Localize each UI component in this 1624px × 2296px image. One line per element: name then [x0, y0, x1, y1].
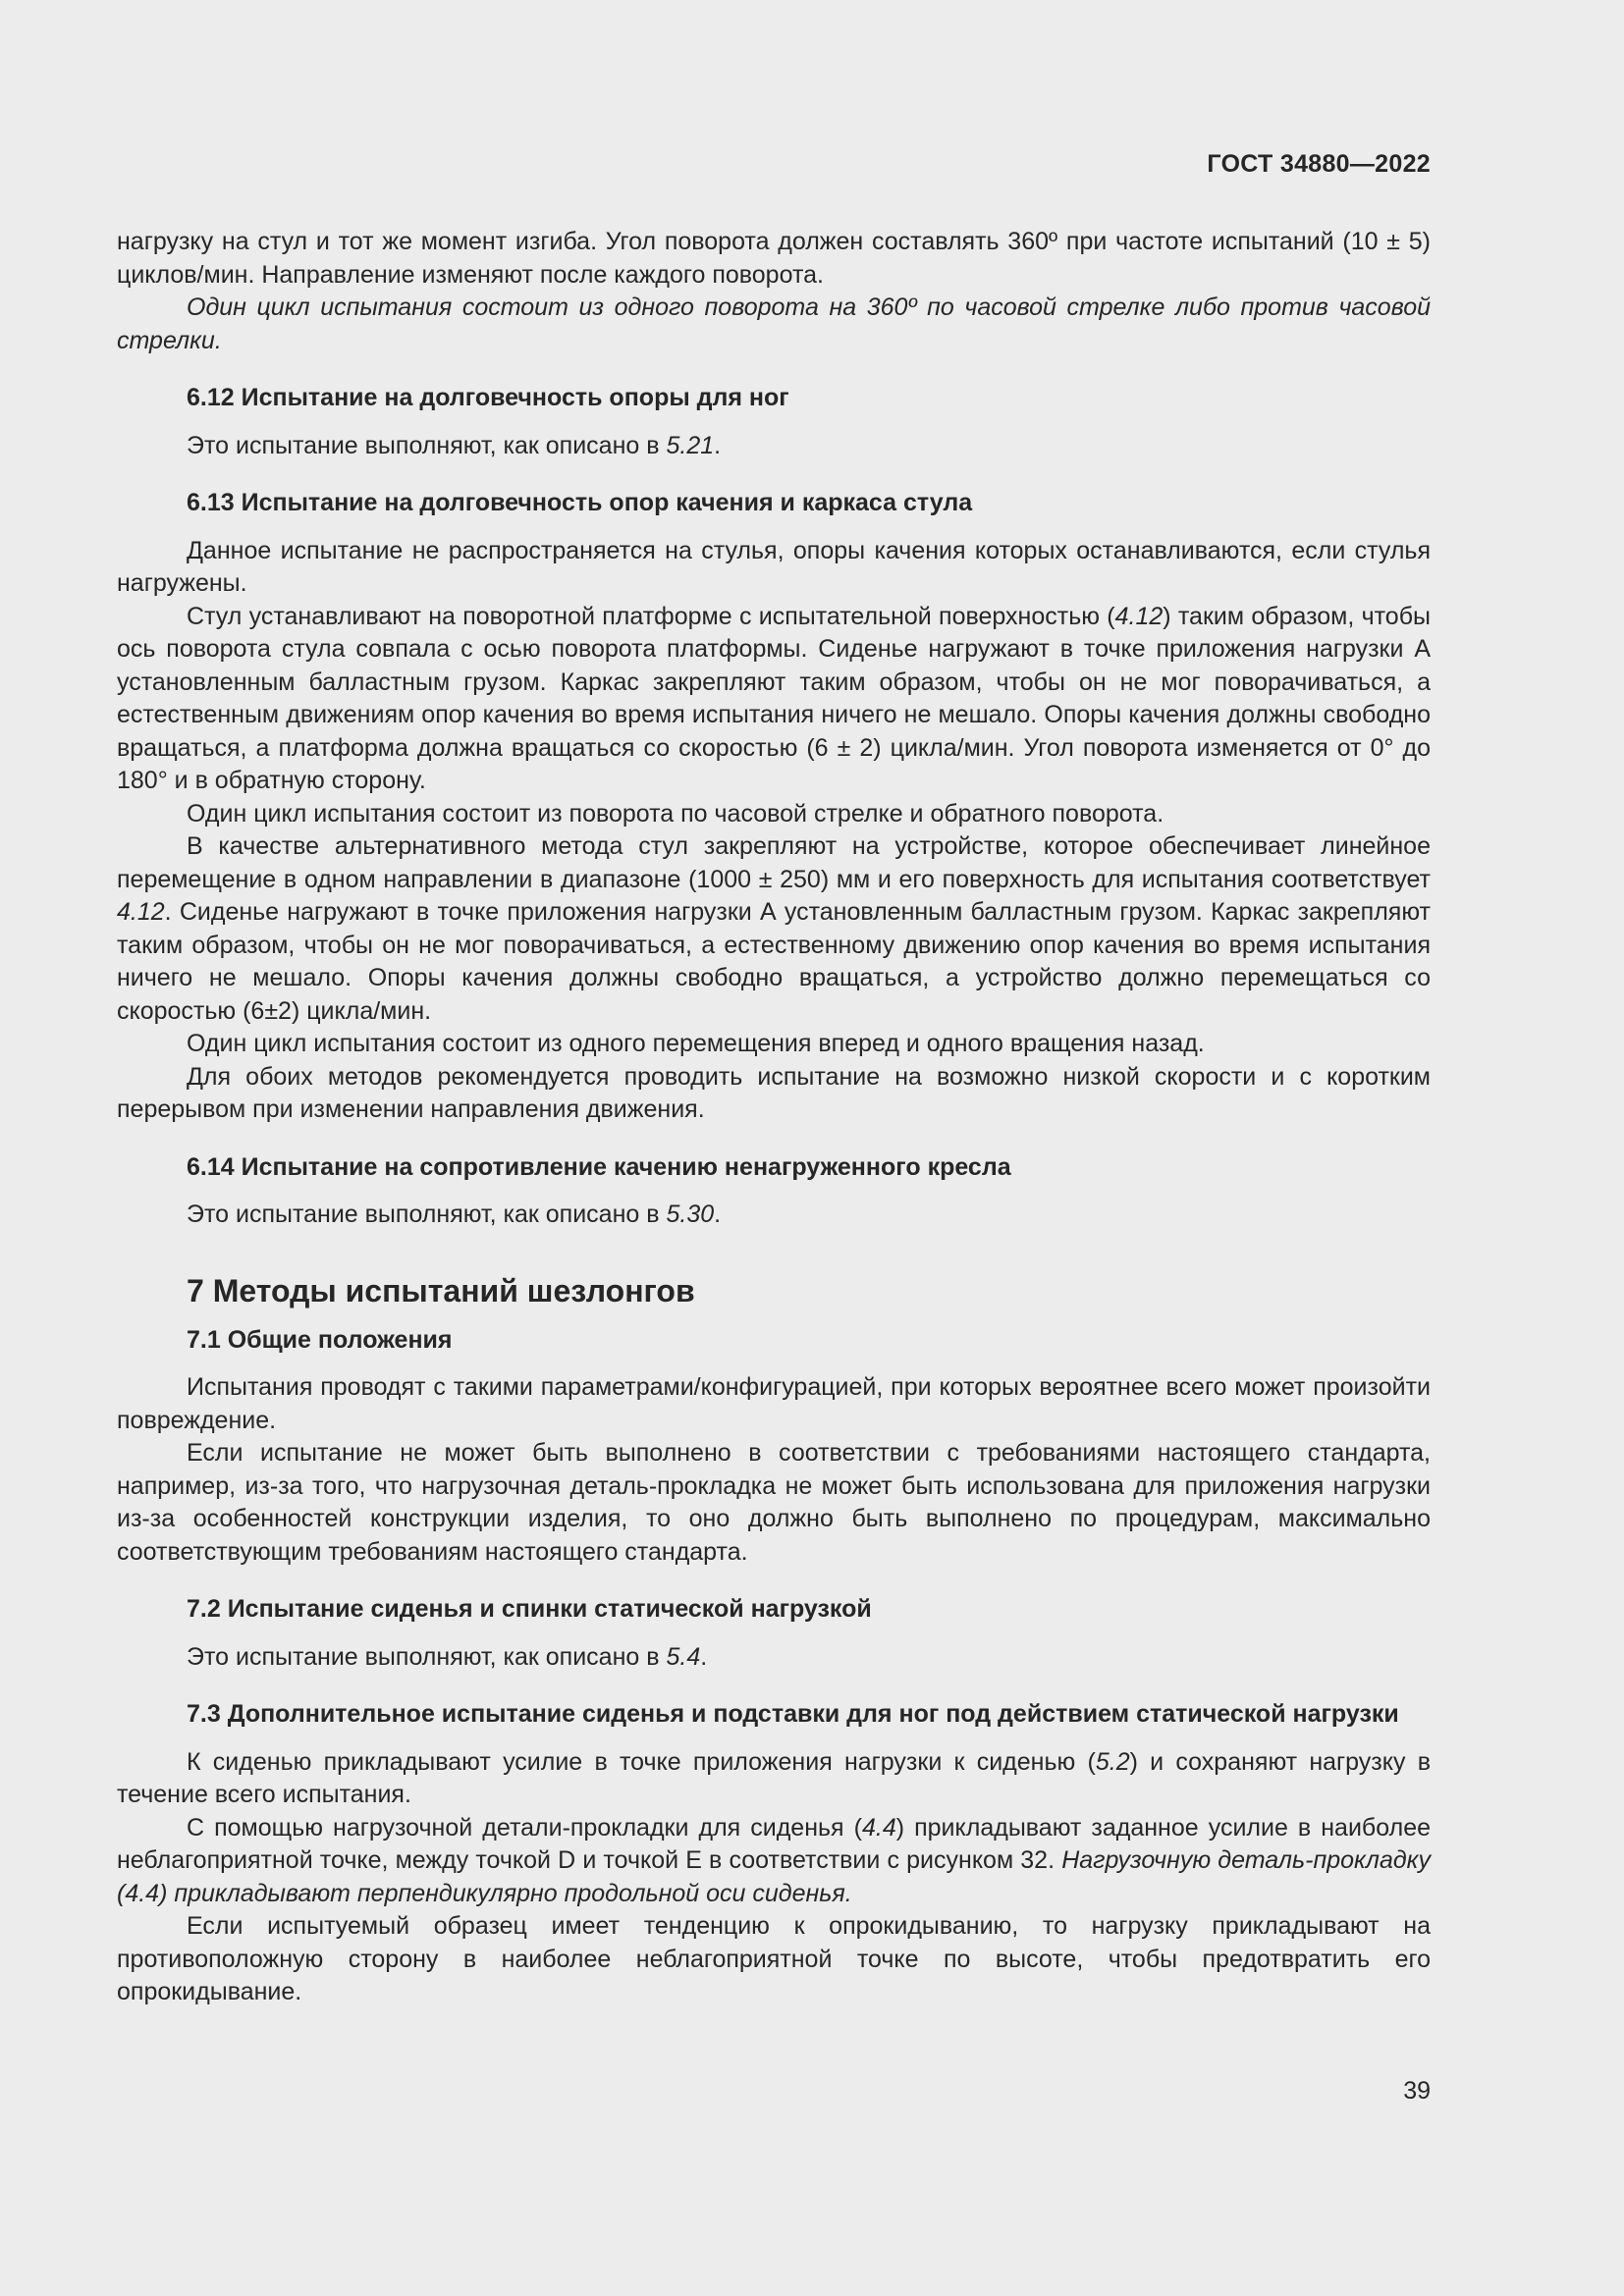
- paragraph: [117, 1641, 1431, 1675]
- text: К сиденью прикладывают усилие в точке приложения нагрузки к сиденью (: [187, 1747, 1096, 1776]
- clause-reference: 4.4: [861, 1813, 896, 1842]
- paragraph: [117, 1199, 1431, 1232]
- clause-reference: 5.30: [666, 1201, 715, 1228]
- section-heading-6-14: 6.14 Испытание на сопротивление качению ненагруженного кресла: [187, 1152, 1011, 1181]
- chapter-heading-7: 7 Методы испытаний шезлонгов: [187, 1272, 695, 1308]
- italic-note: Нагрузочную деталь-прокладку (4.4) прикладывают перпендикулярно продольной оси сиденья.: [117, 1846, 1431, 1907]
- text: Это испытание выполняют, как описано в: [187, 1201, 667, 1228]
- paragraph: Один цикл испытания состоит из одного перемещения вперед и одного вращения назад.: [187, 1030, 1205, 1057]
- section-heading-6-13: 6.13 Испытание на долговечность опор качения и каркаса стула: [187, 489, 973, 516]
- text: В качестве альтернативного метода стул закрепляют на устройстве, которое обеспечивает линейное перемещение в одном направлении в диапазоне (1000 ± 250) мм и его поверхность для испытания соответствует: [117, 832, 1431, 893]
- paragraph: Для обоих методов рекомендуется проводить испытание на возможно низкой скорости и с коротким перерывом при изменении направления движения.: [117, 1062, 1431, 1123]
- section-heading-6-12: 6.12 Испытание на долговечность опоры для ног: [187, 384, 789, 411]
- section-heading-7-3: 7.3 Дополнительное испытание сиденья и подставки для ног под действием статической нагрузки: [187, 1700, 1399, 1728]
- paragraph: Данное испытание не распространяется на стулья, опоры качения которых останавливаются, если стулья нагружены.: [117, 536, 1431, 597]
- paragraph-italic: Один цикл испытания состоит из одного поворота на 360º по часовой стрелке либо против часовой стрелки.: [117, 294, 1431, 354]
- paragraph: Один цикл испытания состоит из поворота по часовой стрелке и обратного поворота.: [187, 799, 1164, 828]
- text: Стул устанавливают на поворотной платформе с испытательной поверхностью (: [187, 602, 1115, 630]
- paragraph: [117, 1746, 1431, 1812]
- paragraph: нагрузку на стул и тот же момент изгиба. Угол поворота должен составлять 360º при частоте испытаний (10 ± 5) циклов/мин. Направление изменяют после каждого поворота.: [117, 228, 1431, 289]
- section-heading-7-1: 7.1 Общие положения: [187, 1325, 453, 1354]
- paragraph: [117, 430, 1431, 463]
- text: .: [714, 1201, 722, 1228]
- paragraph: [117, 830, 1431, 1028]
- clause-reference: 5.4: [666, 1642, 701, 1671]
- paragraph: [117, 601, 1431, 798]
- text: С помощью нагрузочной детали-прокладки для сиденья (: [187, 1813, 862, 1842]
- page-content: [117, 226, 1431, 2009]
- text: .: [714, 431, 722, 459]
- clause-reference: 4.12: [1114, 602, 1164, 630]
- text: . Сиденье нагружают в точке приложения нагрузки А установленным балластным грузом. Каркас закрепляют таким образом, чтобы он не мог поворачиваться, а естественному движению опор качения во время испытания ничего не мешало. Опоры качения должны свободно вращаться, а устройство должно перемещаться со скоростью (6±2) цикла/мин.: [117, 898, 1431, 1025]
- paragraph: [117, 1812, 1431, 1911]
- clause-reference: 5.21: [666, 431, 715, 459]
- paragraph: Если испытание не может быть выполнено в соответствии с требованиями настоящего стандарта, например, из-за того, что нагрузочная деталь-прокладка не может быть использована для приложения нагрузки из-за особенностей конструкции изделия, то оно должно быть выполнено по процедурам, максимально соответствующим требованиям настоящего стандарта.: [117, 1439, 1431, 1566]
- section-heading-7-2: 7.2 Испытание сиденья и спинки статической нагрузкой: [187, 1595, 872, 1623]
- text: Это испытание выполняют, как описано в: [187, 431, 667, 459]
- paragraph: Испытания проводят с такими параметрами/конфигурацией, при которых вероятнее всего может произойти повреждение.: [117, 1373, 1431, 1434]
- text: ) таким образом, чтобы ось поворота стула совпала с осью поворота платформы. Сиденье нагружают в точке приложения нагрузки А установленным балластным грузом. Каркас закрепляют таким образом, чтобы он не мог поворачиваться, а естественным движениям опор качения во время испытания ничего не мешало. Опоры качения должны свободно вращаться, а платформа должна вращаться со скоростью (6 ± 2) цикла/мин. Угол поворота изменяется от 0° до 180° и в обратную сторону.: [117, 602, 1431, 794]
- page-number: 39: [1403, 2077, 1431, 2105]
- standard-designation: ГОСТ 34880—2022: [1207, 150, 1431, 178]
- text: Это испытание выполняют, как описано в: [187, 1642, 667, 1671]
- text: ) прикладывают заданное усилие в наиболее неблагоприятной точке, между точкой D и точкой Е в соответствии с рисунком 32.: [117, 1813, 1431, 1874]
- paragraph: Если испытуемый образец имеет тенденцию к опрокидыванию, то нагрузку прикладывают на противоположную сторону в наиболее неблагоприятной точке по высоте, чтобы предотвратить его опрокидывание.: [117, 1912, 1431, 2005]
- clause-reference: 5.2: [1095, 1747, 1130, 1776]
- clause-reference: 4.12: [117, 898, 165, 926]
- text: .: [700, 1642, 708, 1671]
- text: ) и сохраняют нагрузку в течение всего испытания.: [117, 1747, 1432, 1808]
